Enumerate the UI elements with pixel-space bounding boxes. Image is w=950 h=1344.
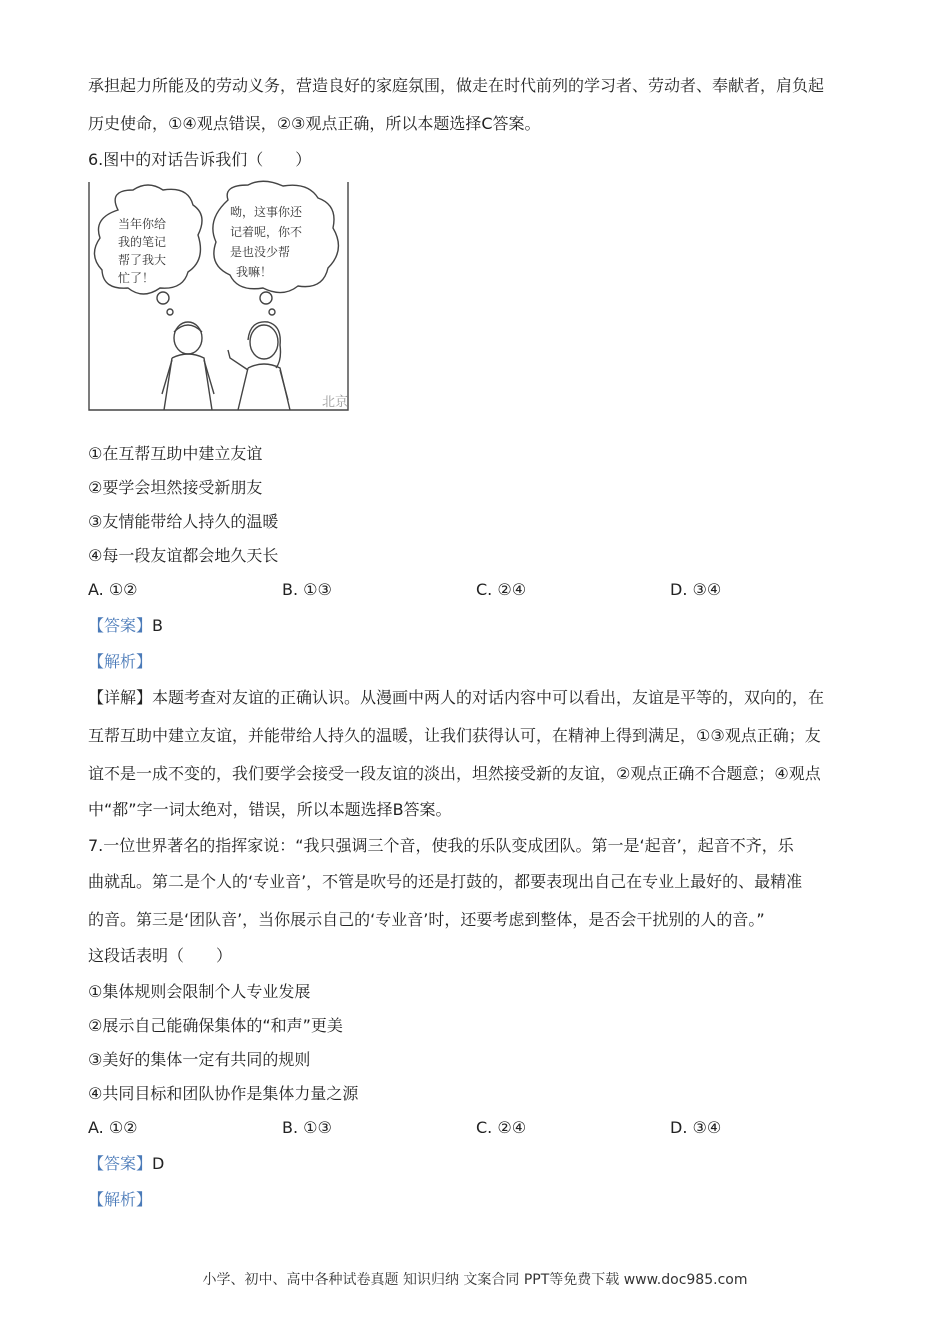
q7-answer-tag: 【答案】 <box>88 1154 153 1173</box>
page-footer: 小学、初中、高中各种试卷真题 知识归纳 文案合同 PPT等免费下载 www.doc985.com <box>202 1272 748 1288</box>
q7-stem-line-1: 7.一位世界著名的指挥家说：“我只强调三个音，使我的乐队变成团队。第一是‘起音’，起音不齐，乐 <box>88 836 794 855</box>
q6-statement-2: ②要学会坦然接受新朋友 <box>88 478 263 497</box>
q6-answer-tag: 【答案】 <box>88 616 153 635</box>
q6-answer <box>88 616 163 636</box>
q6-statement-3: ③友情能带给人持久的温暖 <box>88 512 279 531</box>
q7-statement-3: ③美好的集体一定有共同的规则 <box>88 1050 311 1069</box>
q7-option-a: A. ①② <box>88 1118 138 1137</box>
q7-answer-value: D <box>152 1154 165 1173</box>
comic-watermark: 北京 <box>322 395 349 410</box>
q7-stem-line-4: 这段话表明（ ） <box>88 946 233 965</box>
left-bubble-line-4: 忙了！ <box>118 271 155 285</box>
left-person-figure <box>162 322 214 410</box>
q6-detail-line-2: 互帮互助中建立友谊，并能带给人持久的温暖，让我们获得认可，在精神上得到满足，①③观点正确；友 <box>88 726 821 745</box>
q7-statement-4: ④共同目标和团队协作是集体力量之源 <box>88 1084 359 1103</box>
left-bubble-line-1: 当年你给 <box>118 217 167 231</box>
right-bubble-line-4: 我嘛！ <box>236 265 273 279</box>
q7-answer <box>88 1154 164 1174</box>
q7-analysis-tag: 【解析】 <box>88 1190 153 1209</box>
q7-statement-1: ①集体规则会限制个人专业发展 <box>88 982 311 1001</box>
q6-detail-line-1: 【详解】本题考查对友谊的正确认识。从漫画中两人的对话内容中可以看出，友谊是平等的，双向的，在 <box>88 688 825 707</box>
q6-option-a: A. ①② <box>88 580 138 599</box>
q7-statement-2: ②展示自己能确保集体的“和声”更美 <box>88 1016 343 1035</box>
q7-option-c: C. ②④ <box>476 1118 527 1137</box>
q7-stem-line-2: 曲就乱。第二是个人的‘专业音’，不管是吹号的还是打鼓的，都要表现出自己在专业上最好的、最精准 <box>88 872 803 891</box>
q7-option-d: D. ③④ <box>670 1118 722 1137</box>
right-bubble-line-2: 记着呢，你不 <box>230 225 303 239</box>
intro-line-1: 承担起力所能及的劳动义务，营造良好的家庭氛围，做走在时代前列的学习者、劳动者、奉献者，肩负起 <box>88 76 825 95</box>
q6-option-c: C. ②④ <box>476 580 527 599</box>
q6-option-d: D. ③④ <box>670 580 722 599</box>
q6-detail-tag: 【详解】 <box>88 688 153 707</box>
q6-statement-4: ④每一段友谊都会地久天长 <box>88 546 279 565</box>
q6-option-b: B. ①③ <box>282 580 332 599</box>
q6-detail-line-3: 谊不是一成不变的，我们要学会接受一段友谊的淡出，坦然接受新的友谊，②观点正确不合题意；④观点 <box>88 764 821 783</box>
right-person-figure <box>228 322 290 410</box>
q6-stem: 6.图中的对话告诉我们（ ） <box>88 150 312 169</box>
right-bubble-line-3: 是也没少帮 <box>230 245 291 259</box>
intro-line-2: 历史使命，①④观点错误，②③观点正确，所以本题选择C答案。 <box>88 114 541 133</box>
right-bubble-line-1: 呦，这事你还 <box>230 205 303 219</box>
q6-comic <box>88 180 350 412</box>
q6-detail-line-4: 中“都”字一词太绝对，错误，所以本题选择B答案。 <box>88 800 452 819</box>
left-bubble-line-2: 我的笔记 <box>118 235 167 249</box>
left-bubble-line-3: 帮了我大 <box>118 253 167 267</box>
q7-option-b: B. ①③ <box>282 1118 332 1137</box>
q6-answer-value: B <box>152 616 163 635</box>
q6-statement-1: ①在互帮互助中建立友谊 <box>88 444 263 463</box>
q6-analysis-tag: 【解析】 <box>88 652 153 671</box>
q7-stem-line-3: 的音。第三是‘团队音’，当你展示自己的‘专业音’时，还要考虑到整体，是否会干扰别的人的音。” <box>88 910 765 929</box>
